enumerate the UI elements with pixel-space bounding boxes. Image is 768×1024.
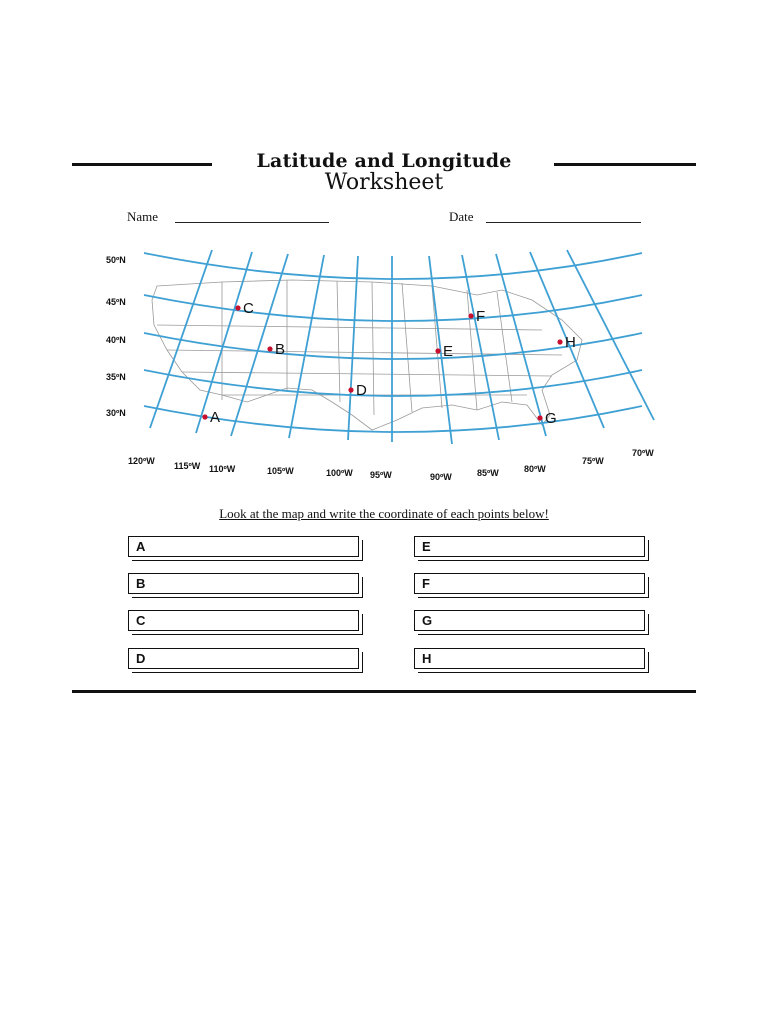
latitude-label: 40ºN	[106, 335, 126, 345]
answer-box-d[interactable]: D	[128, 648, 359, 669]
instructions: Look at the map and write the coordinate of each points below!	[219, 506, 549, 521]
footer-rule	[72, 690, 696, 693]
point-marker-a	[202, 414, 207, 419]
point-marker-d	[348, 387, 353, 392]
worksheet-title: Latitude and Longitude	[256, 150, 512, 172]
point-marker-g	[537, 415, 542, 420]
answer-box-g[interactable]: G	[414, 610, 645, 631]
longitude-label: 110ºW	[209, 464, 236, 474]
point-label-c: C	[243, 300, 254, 317]
point-label-a: A	[210, 409, 221, 426]
latitude-label: 35ºN	[106, 372, 126, 382]
point-marker-h	[557, 339, 562, 344]
state-border	[402, 283, 412, 412]
longitude-label: 90ºW	[430, 472, 452, 482]
point-marker-c	[235, 305, 240, 310]
us-grid-map	[72, 140, 696, 500]
longitude-line	[150, 250, 212, 428]
longitude-label: 105ºW	[267, 466, 294, 476]
longitude-label: 85ºW	[477, 468, 499, 478]
worksheet-subtitle: Worksheet	[324, 170, 444, 195]
coordinate-grid	[144, 250, 654, 444]
point-marker-b	[267, 346, 272, 351]
longitude-line	[567, 250, 654, 420]
longitude-label: 95ºW	[370, 470, 392, 480]
point-marker-e	[435, 348, 440, 353]
answer-box-a[interactable]: A	[128, 536, 359, 557]
point-marker-f	[468, 313, 473, 318]
answer-box-b[interactable]: B	[128, 573, 359, 594]
date-label: Date	[449, 209, 474, 224]
answer-box-e[interactable]: E	[414, 536, 645, 557]
longitude-label: 115ºW	[174, 461, 201, 471]
longitude-line	[462, 255, 499, 440]
state-border	[497, 292, 512, 402]
latitude-label: 50ºN	[106, 255, 126, 265]
name-label: Name	[127, 209, 159, 224]
longitude-label: 70ºW	[632, 448, 654, 458]
longitude-line	[289, 255, 324, 438]
point-label-g: G	[545, 410, 557, 427]
map-points	[202, 300, 575, 427]
state-border	[337, 281, 340, 402]
longitude-label: 100ºW	[326, 468, 353, 478]
point-label-b: B	[275, 341, 286, 358]
longitude-line	[348, 256, 358, 440]
latitude-line	[144, 253, 642, 279]
longitude-line	[196, 252, 252, 433]
answer-box-f[interactable]: F	[414, 573, 645, 594]
answer-box-h[interactable]: H	[414, 648, 645, 669]
worksheet	[72, 140, 696, 725]
us-border	[152, 280, 582, 430]
state-border	[157, 325, 542, 330]
point-label-f: F	[476, 308, 486, 325]
answer-box-c[interactable]: C	[128, 610, 359, 631]
longitude-line	[496, 254, 546, 436]
longitude-label: 120ºW	[128, 456, 155, 466]
coordinate-labels	[106, 255, 654, 482]
point-label-e: E	[443, 343, 454, 360]
point-label-h: H	[565, 334, 576, 351]
longitude-label: 75ºW	[582, 456, 604, 466]
latitude-line	[144, 295, 642, 321]
latitude-label: 30ºN	[106, 408, 126, 418]
latitude-label: 45ºN	[106, 297, 126, 307]
us-outline	[152, 280, 582, 430]
longitude-label: 80ºW	[524, 464, 546, 474]
point-label-d: D	[356, 382, 367, 399]
state-border	[182, 372, 552, 376]
